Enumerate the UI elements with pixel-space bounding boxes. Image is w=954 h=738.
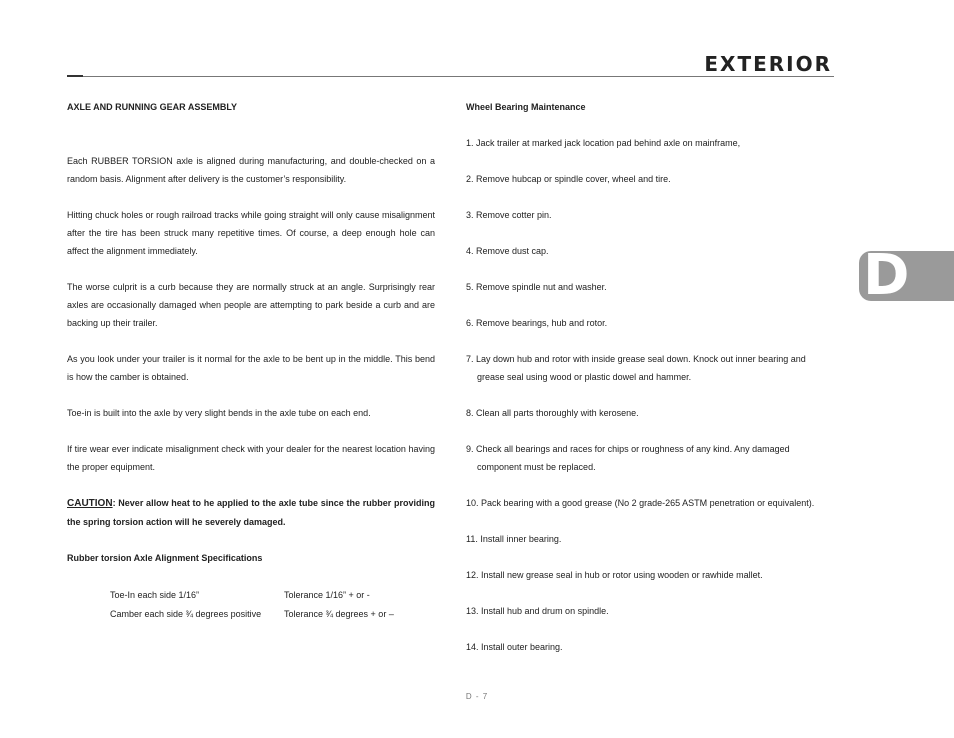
paragraph: The worse culprit is a curb because they are normally struck at an angle. Surprisingly rear axles are occasionally damaged when people are attempting to park beside a curb and are backing up their trailer. — [67, 282, 435, 328]
paragraph: As you look under your trailer is it normal for the axle to be bent up in the middle. This bend is how the camber is obtained. — [67, 354, 435, 382]
paragraph: If tire wear ever indicate misalignment check with your dealer for the nearest location having the proper equipment. — [67, 444, 435, 472]
list-item — [466, 602, 833, 620]
list-item — [466, 350, 833, 386]
step-text: 9. Check all bearings and races for chips or roughness of any kind. Any damaged — [466, 444, 790, 454]
list-item — [466, 314, 833, 332]
step-text: 8. Clean all parts thoroughly with kerosene. — [466, 408, 639, 418]
paragraph: Toe-in is built into the axle by very slight bends in the axle tube on each end. — [67, 408, 371, 418]
spec-heading: Rubber torsion Axle Alignment Specifications — [67, 553, 263, 563]
header-divider-accent — [67, 75, 83, 77]
right-column — [466, 98, 833, 674]
list-item — [466, 494, 833, 512]
section-tab-letter: D — [863, 251, 910, 301]
section-heading-wheel-bearing: Wheel Bearing Maintenance — [466, 102, 586, 112]
paragraph: Each RUBBER TORSION axle is aligned during manufacturing, and double-checked on a random basis. Alignment after delivery is the customer’s responsibility. — [67, 156, 435, 184]
list-item — [466, 278, 833, 296]
step-text: 6. Remove bearings, hub and rotor. — [466, 318, 608, 328]
alignment-spec-table — [110, 585, 394, 623]
page-title: EXTERIOR — [704, 52, 832, 76]
caution-note — [67, 494, 435, 531]
step-text-continued: component must be replaced. — [477, 462, 596, 472]
step-text: 11. Install inner bearing. — [466, 534, 562, 544]
spec-item: Camber each side ¾ degrees positive — [110, 608, 262, 619]
left-column — [67, 98, 435, 623]
page-number: D - 7 — [465, 692, 489, 701]
step-text: 10. Pack bearing with a good grease (No 2 grade-265 ASTM penetration or equivalent). — [466, 498, 815, 508]
section-tab — [859, 251, 954, 301]
list-item — [466, 404, 833, 422]
paragraph: Hitting chuck holes or rough railroad tracks while going straight will only cause misalignment after the tire has been struck many repetitive times. Of course, a deep enough hole can affect the alignment immediately. — [67, 210, 435, 256]
step-text: 3. Remove cotter pin. — [466, 210, 552, 220]
spec-item: Toe-In each side 1/16” — [110, 589, 200, 600]
list-item — [466, 530, 833, 548]
step-text: 13. Install hub and drum on spindle. — [466, 606, 609, 616]
spec-tolerance: Tolerance ¾ degrees + or – — [284, 608, 394, 619]
list-item — [466, 440, 833, 476]
step-text: 14. Install outer bearing. — [466, 642, 563, 652]
maintenance-steps — [466, 134, 833, 656]
step-text-continued: grease seal using wood or plastic dowel and hammer. — [477, 372, 692, 382]
table-row — [110, 585, 394, 604]
spec-tolerance: Tolerance 1/16” + or - — [284, 589, 370, 600]
list-item — [466, 566, 833, 584]
section-heading-axle: AXLE AND RUNNING GEAR ASSEMBLY — [67, 102, 238, 112]
table-row — [110, 604, 394, 623]
list-item — [466, 638, 833, 656]
caution-text: : Never allow heat to he applied to the axle tube since the rubber providing the spring torsion action will he severely damaged. — [67, 498, 435, 527]
list-item — [466, 242, 833, 260]
page-header — [67, 50, 834, 80]
header-divider — [67, 76, 834, 77]
caution-label: CAUTION — [67, 498, 113, 509]
step-text: 7. Lay down hub and rotor with inside grease seal down. Knock out inner bearing and — [466, 354, 806, 364]
list-item — [466, 170, 833, 188]
list-item — [466, 134, 833, 152]
step-text: 1. Jack trailer at marked jack location pad behind axle on mainframe, — [466, 138, 741, 148]
list-item — [466, 206, 833, 224]
step-text: 4. Remove dust cap. — [466, 246, 549, 256]
step-text: 2. Remove hubcap or spindle cover, wheel and tire. — [466, 174, 671, 184]
step-text: 12. Install new grease seal in hub or rotor using wooden or rawhide mallet. — [466, 570, 763, 580]
step-text: 5. Remove spindle nut and washer. — [466, 282, 607, 292]
